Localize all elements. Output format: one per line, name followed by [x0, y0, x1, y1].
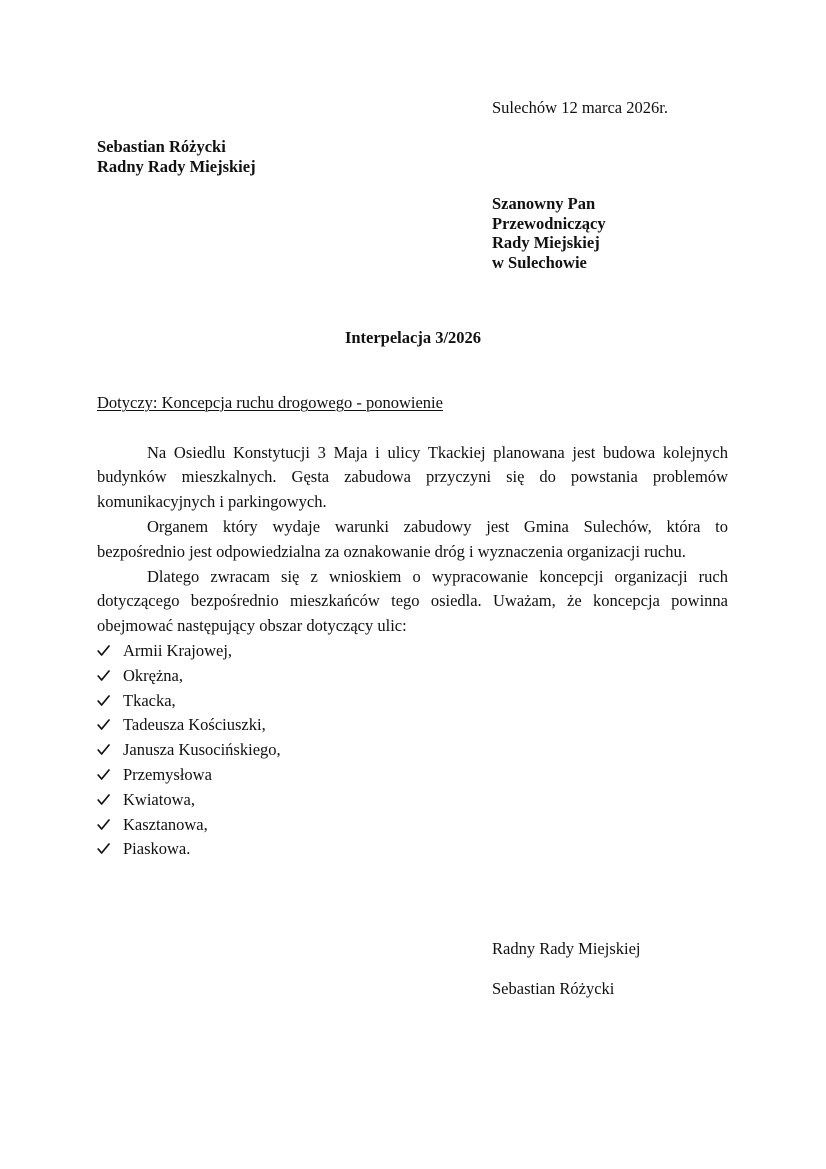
check-icon	[97, 645, 110, 656]
street-name: Przemysłowa	[123, 764, 212, 784]
street-name: Kasztanowa,	[123, 814, 208, 834]
subject-line: Dotyczy: Koncepcja ruchu drogowego - ponowienie	[97, 393, 443, 412]
recipient-line: w Sulechowie	[492, 252, 587, 272]
street-name: Tkacka,	[123, 690, 176, 710]
street-name: Armii Krajowej,	[123, 640, 233, 660]
recipient-block	[492, 194, 606, 272]
recipient-line: Przewodniczący	[492, 213, 606, 233]
letter-date: Sulechów 12 marca 2026r.	[492, 98, 668, 117]
check-icon	[97, 719, 110, 730]
paragraph-line: Dlatego zwracam się z wnioskiem o wypracowanie koncepcji organizacji ruch	[147, 566, 728, 586]
street-item	[97, 763, 728, 788]
paragraph-line: obejmować następujący obszar dotyczący ulic:	[97, 616, 407, 636]
paragraph-line: dotyczącego bezpośrednio mieszkańców tego osiedla. Uważam, że koncepcja powinna	[97, 591, 728, 611]
document-title: Interpelacja 3/2026	[344, 328, 482, 347]
paragraph-line: Organem który wydaje warunki zabudowy jest Gmina Sulechów, która to	[147, 516, 728, 536]
street-item	[97, 664, 728, 689]
check-icon	[97, 670, 110, 681]
street-item	[97, 639, 728, 664]
street-item	[97, 713, 728, 738]
check-icon	[97, 794, 110, 805]
street-item	[97, 837, 728, 862]
street-item	[97, 738, 728, 763]
sender-name: Sebastian Różycki	[97, 137, 226, 156]
street-item	[97, 788, 728, 813]
street-name: Kwiatowa,	[123, 789, 195, 809]
street-name: Tadeusza Kościuszki,	[123, 715, 266, 735]
street-item	[97, 689, 728, 714]
check-icon	[97, 819, 110, 830]
street-name: Okrężna,	[123, 665, 184, 685]
street-item	[97, 813, 728, 838]
street-name: Janusza Kusocińskiego,	[123, 740, 281, 760]
recipient-line: Szanowny Pan	[492, 194, 596, 213]
paragraph-line: budynków mieszkalnych. Gęsta zabudowa przyczyni się do powstania problemów	[97, 467, 728, 487]
check-icon	[97, 843, 110, 854]
street-name: Piaskowa.	[123, 839, 191, 859]
letter-body	[97, 441, 728, 863]
street-list	[97, 639, 728, 862]
check-icon	[97, 769, 110, 780]
check-icon	[97, 744, 110, 755]
sender-title: Radny Rady Miejskiej	[97, 157, 256, 176]
recipient-line: Rady Miejskiej	[492, 233, 600, 252]
signature-name: Sebastian Różycki	[492, 979, 615, 998]
paragraph-line: bezpośrednio jest odpowiedzialna za oznakowanie dróg i wyznaczenia organizacji ruchu.	[97, 541, 686, 561]
signature-title: Radny Rady Miejskiej	[492, 939, 641, 958]
check-icon	[97, 695, 110, 706]
sender-block	[97, 137, 256, 177]
paragraph-line: komunikacyjnych i parkingowych.	[97, 492, 327, 512]
paragraph-line: Na Osiedlu Konstytucji 3 Maja i ulicy Tkackiej planowana jest budowa kolejnych	[147, 442, 728, 462]
